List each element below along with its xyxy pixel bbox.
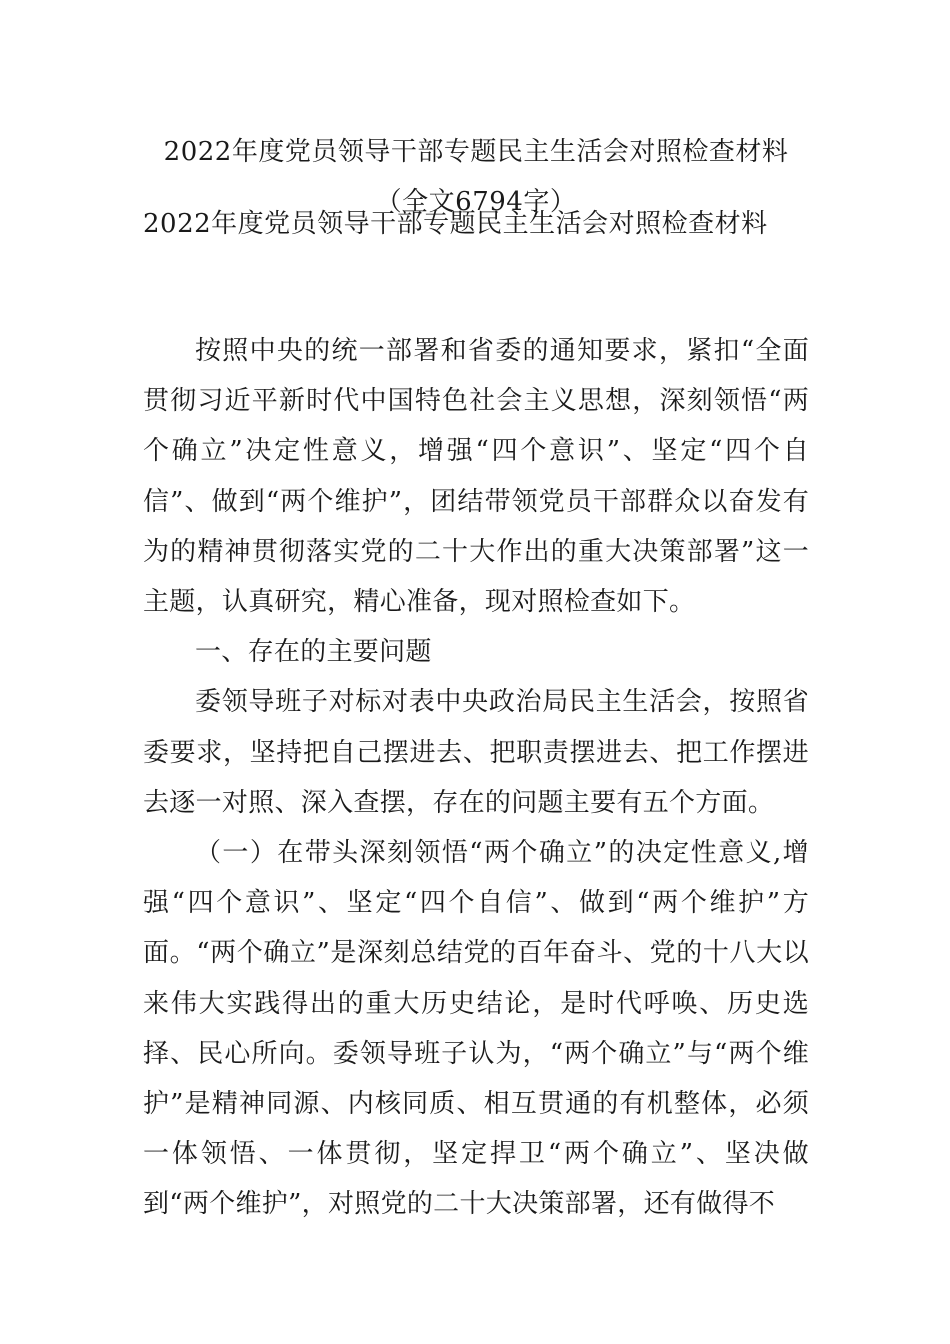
section-heading: 一、存在的主要问题 <box>195 637 432 668</box>
document-body <box>143 326 809 1230</box>
document-title: 2022年度党员领导干部专题民主生活会对照检查材料（全文6794字） <box>163 137 789 217</box>
paragraph-item-one: （一）在带头深刻领悟“两个确立”的决定性意义,增强“四个意识”、坚定“四个自信”、做到“两个维护”方面。“两个确立”是深刻总结党的百年奋斗、党的十八大以来伟大实践得出的重大历史结论，是时代呼唤、历史选择、民心所向。委领导班子认为，“两个确立”与“两个维护”是精神同源、内核同质、相互贯通的有机整体，必须一体领悟、一体贯彻，坚定捍卫“两个确立”、坚决做到“两个维护”，对照党的二十大决策部署，还有做得不 <box>143 838 809 1220</box>
document-subtitle: 2022年度党员领导干部专题民主生活会对照检查材料 <box>143 209 768 239</box>
paragraph-intro: 按照中央的统一部署和省委的通知要求，紧扣“全面贯彻习近平新时代中国特色社会主义思想，深刻领悟“两个确立”决定性意义，增强“四个意识”、坚定“四个自信”、做到“两个维护”，团结带领党员干部群众以奋发有为的精神贯彻落实党的二十大作出的重大决策部署”这一主题，认真研究，精心准备，现对照检查如下。 <box>143 336 809 618</box>
paragraph-overview: 委领导班子对标对表中央政治局民主生活会，按照省委要求，坚持把自己摆进去、把职责摆进去、把工作摆进去逐一对照、深入查摆，存在的问题主要有五个方面。 <box>143 687 809 818</box>
